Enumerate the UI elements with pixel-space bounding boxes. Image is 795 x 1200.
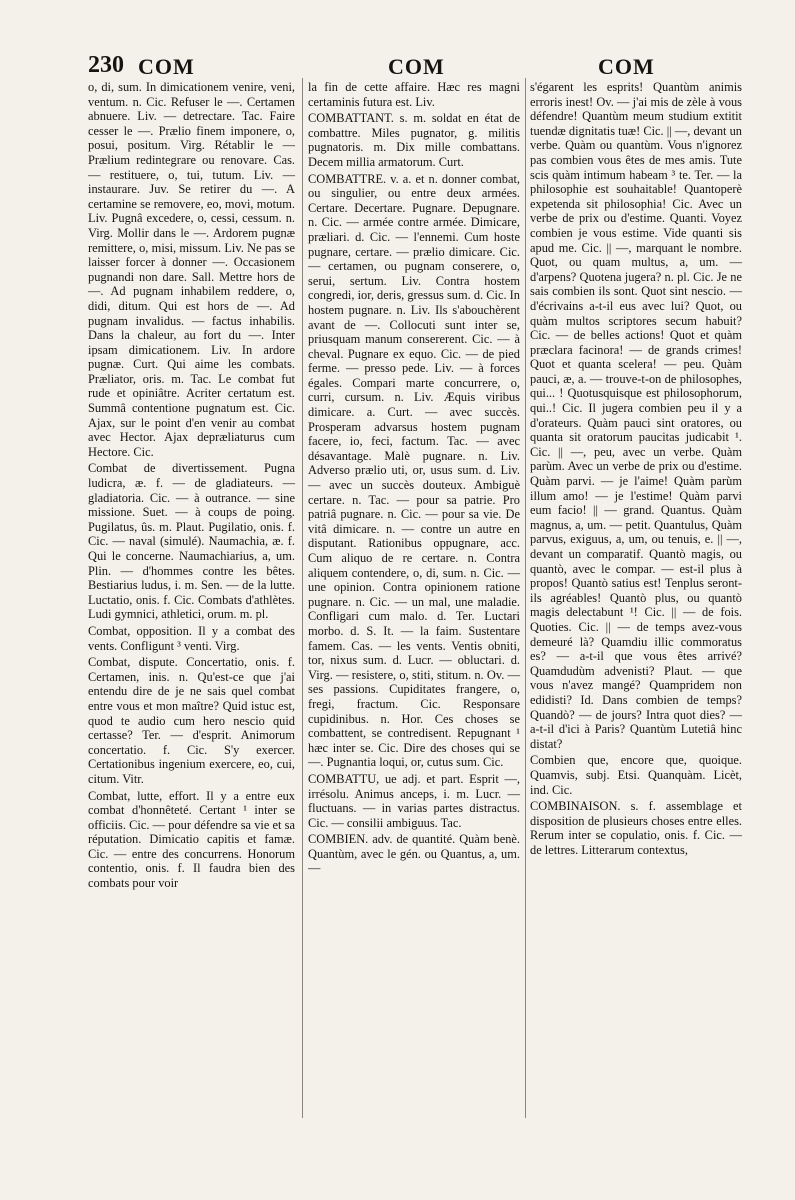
- page-number: 230: [88, 52, 124, 78]
- column-divider: [525, 78, 526, 1118]
- entry-paragraph: Combat, dispute. Concertatio, onis. f. Certamen, inis. n. Qu'est-ce que j'ai entendu dire de je ne sais quel combat entre vous et mon maître? Quid istuc est, quod te audio cum hero nescio quid certasse? Ter. — d'esprit. Animorum concertatio. f. Cic. S'y exercer. Certationibus ingenium exercere, eo, cui, citum. Vitr.: [88, 655, 295, 786]
- entry-paragraph: Combat, lutte, effort. Il y a entre eux combat d'honnêteté. Certant ¹ inter se officiis. Cic. — pour défendre sa vie et sa réputation. Dimicatio capitis et famæ. Cic. — entre des concurrens. Honorum contentio, onis. f. Il faudra bien des combats pour voir: [88, 788, 295, 891]
- entry-paragraph: la fin de cette affaire. Hæc res magni certaminis futura est. Liv.: [308, 80, 520, 109]
- entry-combattant: COMBATTANT. s. m. soldat en état de combattre. Miles pugnator, g. militis pugnatoris. m. Dix mille combattans. Decem millia armatorum. Curt.: [308, 111, 520, 169]
- running-head-right: COM: [598, 54, 655, 79]
- entry-combien-que: Combien que, encore que, quoique. Quamvis, subj. Etsi. Quanquàm. Licèt, ind. Cic.: [530, 753, 742, 797]
- running-head-left: COM: [138, 54, 195, 79]
- column-divider: [302, 78, 303, 1118]
- entry-paragraph: s'égarent les esprits! Quantùm animis erroris inest! Ov. — j'ai mis de zèle à vous défendre! Quantùm meum studium extitit tuendæ dignitatis tuæ! Cic. || —, devant un verbe. Quàm ou quantùm. Vous n'ignorez pas combien vous êtes de mes amis. Tute scis quàm intimum habeam ³ te. Ter. — la philosophie est souhaitable! Quantoperè expetenda sit philosophia! Cic. Avec un verbe de prix ou d'estime. Quanti. Voyez combien je vous estime. Vide quanti sis apud me. Cic. || —, marquant le nombre. Quot, ou quam multus, a, um. — d'arpens? Quotena jugera? n. pl. Cic. Je ne sais combien ils sont. Quot sint nescio. — d'écrivains a-t-il eus avec lui? Quot, ou quàm multos scriptores secum habuit? Cic. — de belles actions! Quot et quàm præclara facinora! — de grands crimes! Quot et quanta scelera! — peu. Quàm pauci, æ, a. — trouve-t-on de philosophes, qui... ! Quotusquisque est philosophorum, qui..! Cic. Il jugera combien peu il y a d'orateurs. Quàm pauci sint oratores, ou quanta sit oratorum paucitas judicabit ¹. Cic. || —, peu, avec un verbe. Quàm parùm. Avec un verbe de prix ou d'estime. Quàm parvi. — je l'aime! Quàm parùm illum amo! — je l'estime! Quàm parvi eum facio! || — grand. Quantus. Quàm magnus, a, um. — petit. Quantulus, Quàm parvus, exiguus, a, um, ou tenuis, e. || —, devant un comparatif. Quantò magis, ou quantò, avec le compar. — est-il plus à propos! Quantò satius est! Tenplus seront-ils agréables! Quantò plus, ou quantò magis delectabunt ¹! Cic. || — de fois. Quoties. Cic. || — de temps avez-vous demeuré là? Quamdiu illic commoratus es? — a-t-il que vous êtes arrivé? Quamdudùm advenisti? Plaut. — que vous n'avez mangé? Quampridem non edidisti? Id. Dans combien de temps? Quandò? — de jours? Intra quot dies? — a-t-il d'ici à Paris? Quantùm Lutetiâ hinc distat?: [530, 80, 742, 751]
- entry-combattre: COMBATTRE. v. a. et n. donner combat, ou singulier, ou entre deux armées. Certare. Decertare. Pugnare. Depugnare. n. Cic. — armée contre armée. Dimicare, præliari. d. Cic. — l'ennemi. Cum hoste pugnare, certare. — prælio dimicare. Cic. — certamen, ou pugnam conserere, o, serui, sertum. Liv. Contra hostem congredi, ior, deris, gressus sum. d. Cic. In hostem pugnare. n. Liv. Ils s'abouchèrent avant de —. Collocuti sunt inter se, priusquam manum consererent. Cic. — à cheval. Pugnare ex equo. Cic. — de pied ferme. — presso pede. Liv. — à forces égales. Compari marte concurrere, o, curri, cursum. n. Liv. Æquis viribus dimicare. a. Curt. — avec succès. Prosperam advarsus hostem pugnam facere, io, feci, factum. Tac. — avec désavantage. Malè pugnare. n. Liv. Adverso prælio uti, or, usus sum. d. Liv. — avec un succès douteux. Ambiguè certare. n. Tac. — pour sa patrie. Pro patriâ pugnare. n. Cic. — pour sa vie. De vitâ dimicare. n. — contre un autre en disputant. Rationibus oppugnare, acc. Cum aliquo de re certare. n. Contra aliquem contendere, o, di, sum. n. Cic. — une opinion. Contra opinionem ratione pugnare. n. Cic. — un mal, une maladie. Confligari cum malo. d. Ter. Luctari morbo. d. S. It. — la faim. Sustentare famem. Cas. — les vents. Ventis obniti, tor, nixus sum. d. Lucr. — obluctari. d. Virg. — resistere, o, stiti, stitum. n. Ov. — ses passions. Cupiditates frangere, o, fregi, fractum. Cic. Responsare cupidinibus. n. Hor. Ces choses se combattent, se contredisent. Repugnant ¹ hæc inter se. Cic. Dire des choses qui se —. Pugnantia loqui, or, cutus sum. Cic.: [308, 171, 520, 770]
- column-left: [88, 80, 295, 891]
- entry-combien: COMBIEN. adv. de quantité. Quàm benè. Quantùm, avec le gén. ou Quantus, a, um. —: [308, 832, 520, 876]
- column-right: [530, 80, 742, 857]
- running-head-center: COM: [388, 54, 445, 79]
- entry-combattu: COMBATTU, ue adj. et part. Esprit —, irrésolu. Animus anceps, i. m. Lucr. — fluctuans. — in varias partes distractus. Cic. — consilii ambiguus. Tac.: [308, 771, 520, 830]
- entry-paragraph: o, di, sum. In dimicationem venire, veni, ventum. n. Cic. Refuser le —. Certamen abnuere. Liv. — detrectare. Tac. Faire cesser le —. Prælio finem imponere, o, posui, positum. Virg. Rétablir le — Prælium redintegrare ou renovare. Cas. — restituere, o, tui, tutum. Liv. — instaurare. Juv. Se retirer du —. A certamine se removere, eo, movi, motum. Liv. Pugnâ excedere, o, cessi, cessum. n. Virg. Mollir dans le —. Ardorem pugnæ remittere, o, misi, missum. Liv. Ne pas se laisser forcer à donner —. Occasionem pugnandi non dare. Sall. Mettre hors de —. Ad pugnam inhabilem reddere, o, didi, ditum. Qui est hors de —. Ad pugnam invalidus. — factus inhabilis. Dans la chaleur, au fort du —. Inter ipsam dimicationem. Liv. In ardore pugnæ. Curt. Qui aime les combats. Præliator, oris. m. Tac. Le combat fut rude et opiniâtre. Acriter certatum est. Summâ contentione pugnatum est. Cic. Ajax, sur le point d'en venir au combat avec Hector. Ajax depræliaturus cum Hectore. Cic.: [88, 80, 295, 459]
- entry-paragraph: Combat de divertissement. Pugna ludicra, æ. f. — de gladiateurs. — gladiatoria. Cic. — à outrance. — sine missione. Suet. — à coups de poing. Pugilatus, ûs. m. Plaut. Pugilatio, onis. f. Cic. — naval (simulé). Naumachia, æ. f. Qui le concerne. Naumachiarius, a, um. Plin. — d'hommes contre les bêtes. Bestiarius ludus, i. m. Sen. — de la lutte. Luctatio, onis. f. Cic. Combats d'athlètes. Ludi gymnici, athletici, orum. m. pl.: [88, 461, 295, 622]
- column-middle: [308, 80, 520, 876]
- page-header: [88, 52, 758, 82]
- entry-paragraph: Combat, opposition. Il y a combat des vents. Confligunt ³ venti. Virg.: [88, 623, 295, 653]
- entry-combinaison: COMBINAISON. s. f. assemblage et disposition de plusieurs choses entre elles. Rerum inter se copulatio, onis. f. Cic. — de lettres. Litterarum contextus,: [530, 799, 742, 857]
